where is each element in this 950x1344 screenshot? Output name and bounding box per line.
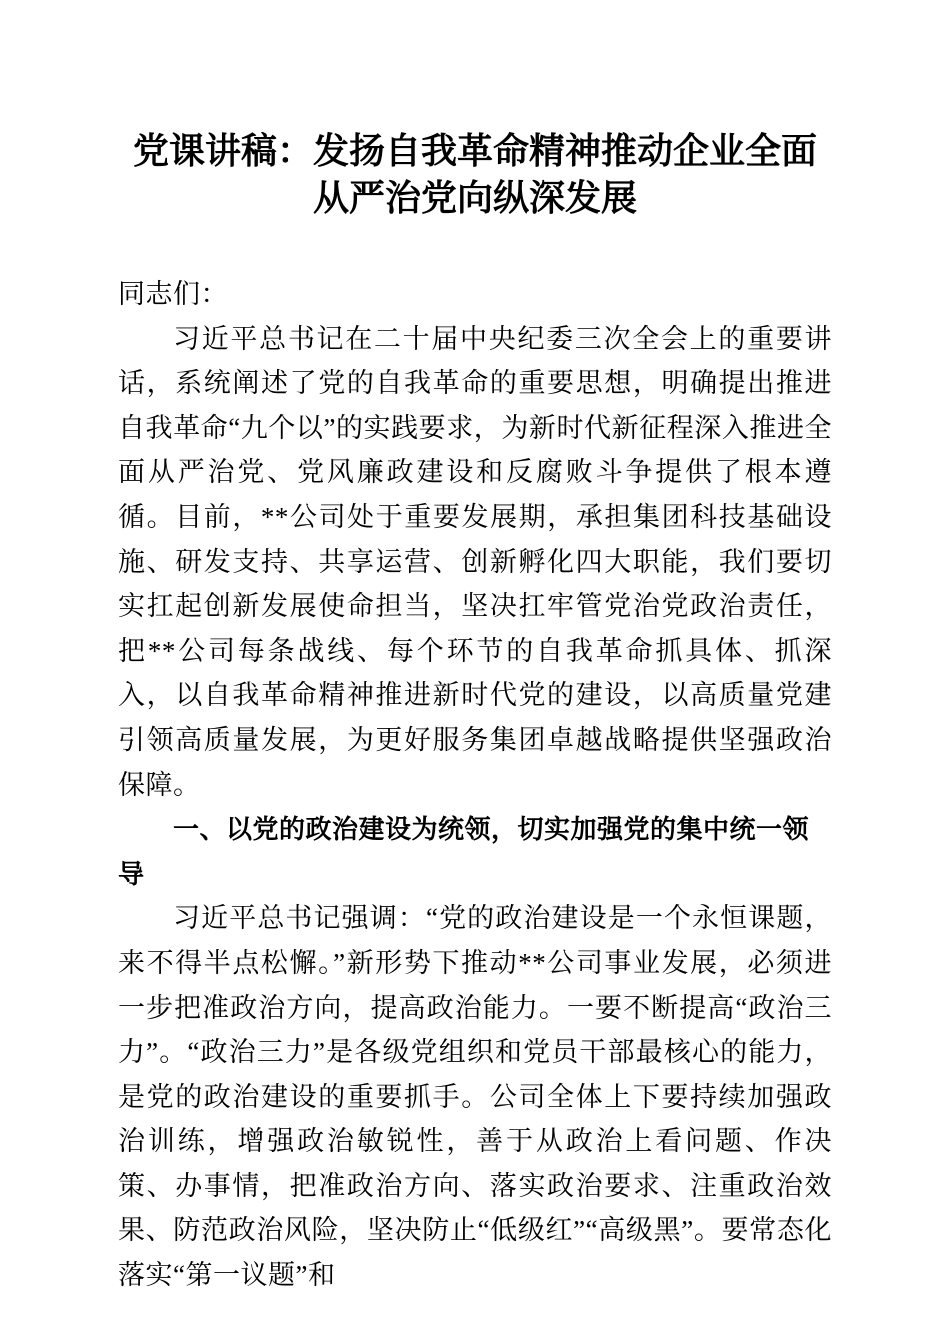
document-body [118,272,832,1298]
section-heading-1: 一、以党的政治建设为统领，切实加强党的集中统一领导 [118,814,810,889]
intro-paragraph: 习近平总书记在二十届中央纪委三次全会上的重要讲话，系统阐述了党的自我革命的重要思想，明确提出推进自我革命“九个以”的实践要求，为新时代新征程深入推进全面从严治党、党风廉政建设和反腐败斗争提供了根本遵循。目前，**公司处于重要发展期，承担集团科技基础设施、研发支持、共享运营、创新孵化四大职能，我们要切实扛起创新发展使命担当，坚决扛牢管党治党政治责任，把**公司每条战线、每个环节的自我革命抓具体、抓深入，以自我革命精神推进新时代党的建设，以高质量党建引领高质量发展，为更好服务集团卓越战略提供坚强政治保障。 [118,323,832,800]
document-title: 党课讲稿：发扬自我革命精神推动企业全面从严治党向纵深发展 [132,131,817,218]
section-1-paragraph: 习近平总书记强调：“党的政治建设是一个永恒课题，来不得半点松懈。”新形势下推动**公司事业发展，必须进一步把准政治方向，提高政治能力。一要不断提高“政治三力”。“政治三力”是各级党组织和党员干部最核心的能力，是党的政治建设的重要抓手。公司全体上下要持续加强政治训练，增强政治敏锐性，善于从政治上看问题、作决策、办事情，把准政治方向、落实政治要求、注重政治效果、防范政治风险，坚决防止“低级红”“高级黑”。要常态化落实“第一议题”和 [118,903,832,1291]
salutation-line: 同志们： [118,279,228,309]
